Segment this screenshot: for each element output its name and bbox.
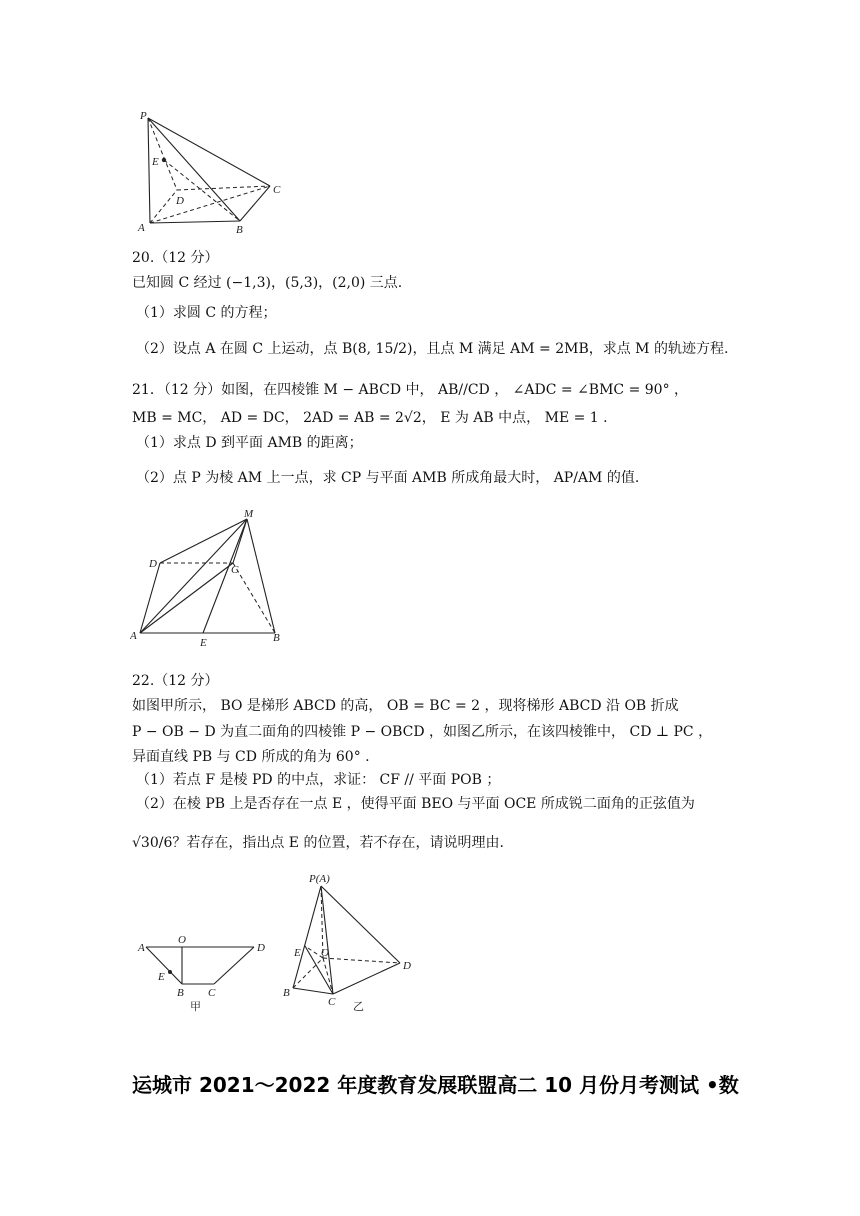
q22-line3: 异面直线 PB 与 CD 所成的角为 60° . [132, 749, 370, 765]
q21-part2: （2）点 P 为棱 AM 上一点，求 CP 与平面 AMB 所成角最大时， AP/AM 的值. [136, 470, 640, 486]
q22-part1: （1）若点 F 是棱 PD 的中点，求证： CF // 平面 POB ； [136, 772, 501, 788]
q22a-label-o: O [178, 934, 186, 946]
q20-part1: （1）求圆 C 的方程； [136, 305, 277, 321]
q21-label-d: D [149, 558, 157, 570]
q21-label-m: M [244, 508, 254, 520]
q22a-label-e: E [158, 971, 165, 983]
q20-label-b: B [236, 224, 243, 235]
q21-line1: 21．（12 分）如图，在四棱锥 M − ABCD 中， AB//CD ， ∠ADC = ∠BMC = 90° ， [132, 382, 689, 398]
q20-label-d: D [176, 195, 184, 207]
q20-stem: 已知圆 C 经过 (−1,3)，(5,3)，(2,0) 三点. [132, 275, 403, 291]
q22b-label-b: B [283, 987, 290, 999]
q22b-label-d: D [403, 960, 411, 972]
q22-caption-a: 甲 [190, 1000, 201, 1013]
q20-label-a: A [138, 222, 145, 234]
q21-label-c: C [231, 564, 239, 576]
q22-caption-b: 乙 [353, 1000, 364, 1013]
q22b-label-o: O [321, 947, 329, 959]
q20-pyramid-figure [130, 105, 290, 235]
q20-part2: （2）设点 A 在圆 C 上运动，点 B(8, 15/2)，且点 M 满足 AM = 2MB，求点 M 的轨迹方程. [136, 341, 729, 357]
q22a-label-b: B [177, 987, 184, 999]
q22a-label-c: C [208, 987, 216, 999]
q22b-label-c: C [328, 996, 336, 1008]
footer-title: 运城市 2021～2022 年度教育发展联盟高二 10 月份月考测试 •数 [132, 1073, 739, 1097]
q22b-label-pa: P(A) [309, 873, 330, 885]
q22a-label-d: D [257, 942, 265, 954]
q20-label-c: C [273, 184, 281, 196]
q22-header: 22.（12 分） [132, 673, 219, 689]
q21-part1: （1）求点 D 到平面 AMB 的距离； [136, 435, 363, 451]
q22-part2b: √30/6？若存在，指出点 E 的位置，若不存在，请说明理由. [132, 835, 504, 851]
q22-line2: P − OB − D 为直二面角的四棱锥 P − OBCD ，如图乙所示，在该四棱锥中， CD ⊥ PC ， [132, 724, 713, 740]
q22a-label-a: A [138, 942, 145, 954]
q22-line1: 如图甲所示， BO 是梯形 ABCD 的高， OB = BC = 2 ，现将梯形 ABCD 沿 OB 折成 [132, 698, 679, 714]
q21-line2: MB = MC， AD = DC， 2AD = AB = 2√2， E 为 AB 中点， ME = 1 . [132, 410, 608, 426]
q21-label-b: B [273, 632, 280, 644]
q21-label-a: A [130, 630, 137, 642]
q22-figure-b [283, 868, 423, 1013]
q21-pyramid-figure [130, 508, 290, 648]
q20-label-p: P [140, 110, 147, 122]
q21-label-e: E [200, 637, 207, 648]
q20-label-e: E [152, 156, 159, 168]
q20-header: 20.（12 分） [132, 250, 219, 266]
q22-part2: （2）在棱 PB 上是否存在一点 E ，使得平面 BEO 与平面 OCE 所成锐二面角的正弦值为 [136, 796, 695, 812]
q22b-label-e: E [294, 947, 301, 959]
q22-figure-a [130, 930, 280, 1015]
